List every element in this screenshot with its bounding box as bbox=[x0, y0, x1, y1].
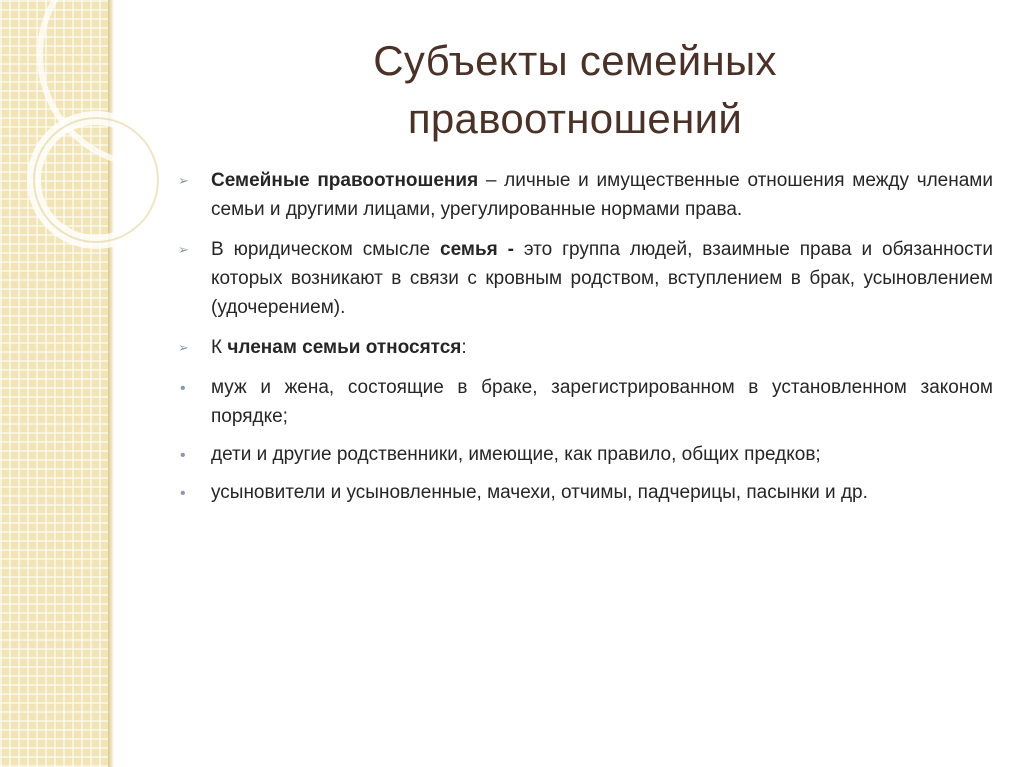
arrow-bullet-icon: ➢ bbox=[178, 242, 189, 257]
children-text: дети и другие родственники, имеющие, как правило, общих предков; bbox=[211, 444, 821, 465]
sub-bullet-children bbox=[178, 440, 993, 469]
sub-bullet-adoptive bbox=[178, 478, 993, 507]
family-meaning-post: это группа людей, взаимные права и обязанности которых возникают в связи с кровным родством, вступлением в брак, усыновлением (удочерением). bbox=[211, 239, 993, 318]
bullet-definition bbox=[178, 166, 993, 224]
term-family-relations: Семейные правоотношения bbox=[211, 170, 479, 191]
family-meaning-pre: В юридическом смысле bbox=[211, 239, 441, 260]
sub-bullet-spouses bbox=[178, 373, 993, 431]
members-post: : bbox=[461, 337, 467, 358]
decorative-rings bbox=[0, 0, 130, 260]
title-line-1: Субъекты семейных bbox=[373, 37, 777, 84]
definition-text: – личные и имущественные отношения между членами семьи и другими лицами, урегулированные нормами права. bbox=[211, 170, 993, 220]
term-family-members: членам семьи относятся bbox=[227, 337, 462, 358]
spouses-text: муж и жена, состоящие в браке, зарегистрированном в установленном законом порядке; bbox=[211, 377, 993, 427]
bullet-family-members bbox=[178, 333, 993, 362]
term-family: семья - bbox=[440, 239, 514, 260]
arrow-bullet-icon: ➢ bbox=[178, 340, 189, 355]
adoptive-text: усыновители и усыновленные, мачехи, отчимы, падчерицы, пасынки и др. bbox=[211, 482, 868, 503]
slide-body bbox=[178, 166, 993, 516]
members-pre: К bbox=[211, 337, 228, 358]
arrow-bullet-icon: ➢ bbox=[178, 173, 189, 188]
dot-bullet-icon: • bbox=[180, 447, 186, 464]
dot-bullet-icon: • bbox=[180, 485, 186, 502]
slide-title bbox=[200, 32, 950, 148]
bullet-family-meaning bbox=[178, 235, 993, 322]
title-line-2: правоотношений bbox=[407, 95, 743, 142]
dot-bullet-icon: • bbox=[180, 380, 186, 397]
